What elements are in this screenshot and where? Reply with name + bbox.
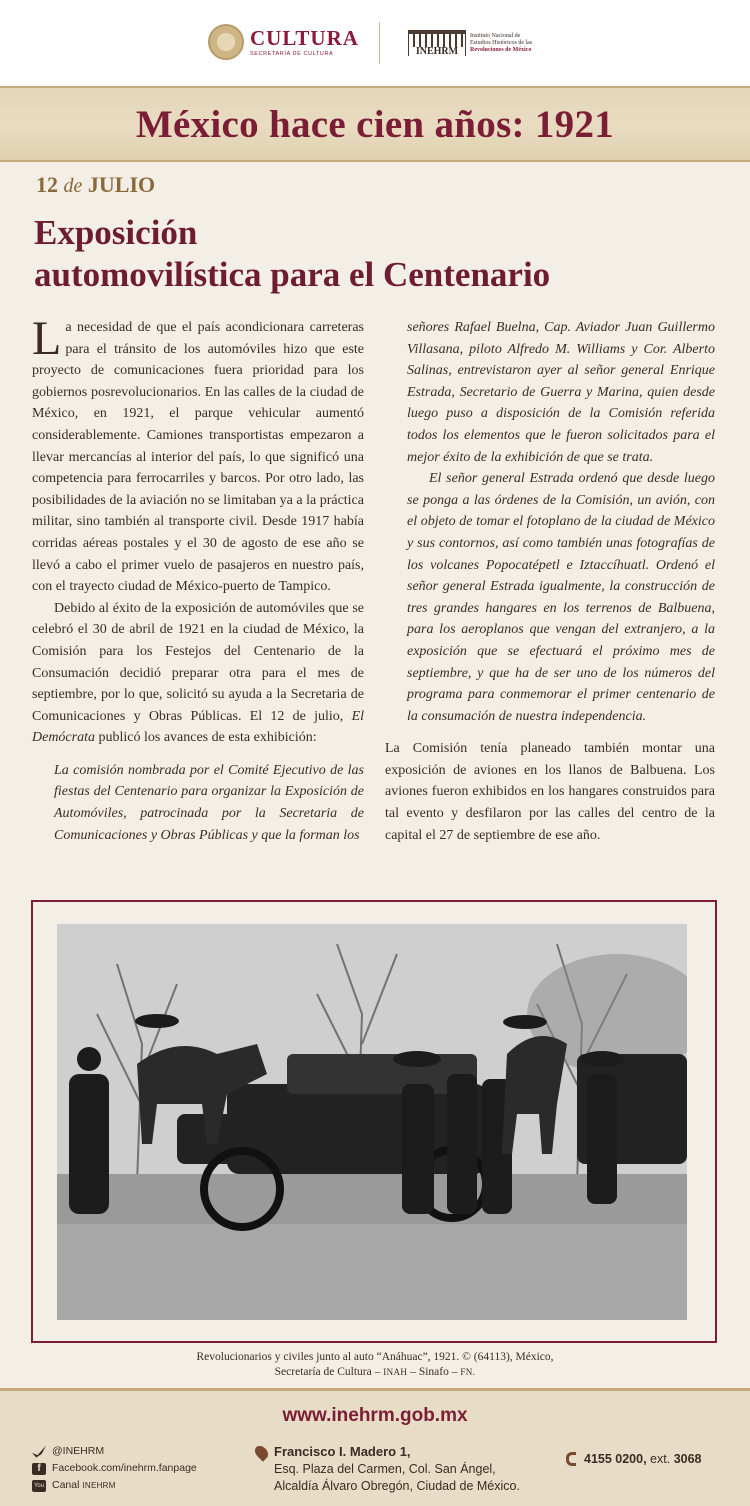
paragraph-2	[32, 598, 364, 749]
quote-paragraph-2: El señor general Estrada ordenó que desde luego se ponga a las órdenes de la Comisión, un avión, con el objeto de tomar el fotoplano de la ciudad de México y sus contornos, así como también unas fotografías de los volcanes Popocatépetl e Iztaccíhuatl. Ordenó el señor general Estrada igualmente, la construcción de tres grandes hangares en los terrenos de Balbuena, para los aeroplanos que vengan del extranjero, a la exposición que se efectuará el próximo mes de septiembre, y que ha de ser uno de los números del programa para conmemorar el primer centenario de la consumación de nuestra independencia.	[407, 471, 715, 724]
address-line1: Francisco I. Madero 1,	[274, 1444, 411, 1459]
youtube-icon: You Tube	[32, 1480, 46, 1492]
national-seal-icon	[208, 24, 244, 60]
paragraph-1-text: a necesidad de que el país acondicionara carreteras para el tránsito de los automóviles hizo que este proyecto de comunicaciones fuera prioridad para los gobiernos posrevolucionarios. En las calles de la ciudad de México, en 1921, el parque vehicular aumentó considerablemente. Camiones transportistas empezaron a llevar mercancías al interior del país, lo que significó una competencia para ferrocarriles y barcos. Por otro lado, las posibilidades de la aviación no se limitaban ya a la práctica militar, sino también al transporte civil. Desde 1917 había corridas aéreas postales y el 30 de agosto de ese año se llevó a cabo el primer vuelo de pasajeros en nuestro país, con el trayecto ciudad de México-puerto de Tampico.	[32, 320, 364, 595]
cultura-logo[interactable]	[208, 24, 359, 60]
quote-paragraph-1-continued: señores Rafael Buelna, Cap. Aviador Juan Guillermo Villasana, piloto Alfredo M. Williams y Cor. Alberto Salinas, entrevistaron ayer al señor general Enrique Estrada, Secretario de Guerra y Marina, quien desde luego puso a disposición de la Comisión referida todos los elementos que le fueron solicitados para el mejor éxito de la exhibición de que se trata.	[407, 320, 715, 465]
phone-number: 4155 0200,	[584, 1452, 647, 1466]
date-day: 12	[36, 172, 58, 197]
logo-divider	[379, 22, 380, 64]
caption-line2	[0, 1365, 750, 1380]
phone-ext: 3068	[673, 1452, 702, 1466]
facebook-icon: f	[32, 1463, 46, 1475]
inehrm-acronym: INEHRM	[409, 47, 465, 57]
social-links	[32, 1443, 197, 1501]
cultura-name: CULTURA	[250, 25, 359, 50]
article-title	[34, 212, 714, 296]
youtube-prefix: Canal	[52, 1479, 80, 1491]
caption-fn: FN.	[460, 1367, 476, 1377]
newspaper-name: El Demócrata	[32, 708, 365, 746]
phone-icon	[566, 1452, 576, 1466]
twitter-handle: @INEHRM	[52, 1445, 105, 1457]
article-column-left	[32, 312, 365, 846]
address-line2: Esq. Plaza del Carmen, Col. San Ángel,	[274, 1462, 496, 1476]
photo-illustration	[57, 924, 687, 1320]
ext-label: ext.	[650, 1452, 671, 1466]
caption-inah: INAH	[383, 1367, 408, 1377]
article-column-right	[385, 317, 715, 846]
twitter-icon	[32, 1446, 46, 1458]
building-icon	[408, 30, 466, 56]
date-month: JULIO	[87, 172, 156, 197]
twitter-link[interactable]	[32, 1443, 197, 1460]
header-logos	[0, 0, 750, 86]
photo-frame	[31, 900, 717, 1343]
youtube-channel: INEHRM	[82, 1481, 116, 1490]
phone-block[interactable]	[566, 1452, 702, 1466]
facebook-link[interactable]	[32, 1460, 197, 1477]
cultura-subtitle: SECRETARÍA DE CULTURA	[250, 50, 334, 57]
historical-photo	[57, 924, 687, 1320]
series-banner	[0, 86, 750, 162]
drop-cap: L	[32, 312, 62, 365]
inehrm-line3: Revoluciones de México	[470, 46, 532, 53]
quote-paragraph-1: La comisión nombrada por el Comité Ejecutivo de las fiestas del Centenario para organizar la Exposición de Automóviles, patrocinada por la Secretaria de Comunicaciones y Obras Públicas y que la forman los	[54, 762, 364, 843]
facebook-url: Facebook.com/inehrm.fanpage	[52, 1462, 197, 1474]
caption-line2-start: Secretaría de Cultura –	[274, 1366, 381, 1378]
article-date	[36, 172, 155, 198]
paragraph-1	[32, 312, 364, 598]
inehrm-line2: Estudios Históricos de las	[470, 39, 533, 46]
photo-caption	[0, 1350, 750, 1380]
footer	[0, 1388, 750, 1506]
youtube-link[interactable]	[32, 1477, 197, 1501]
paragraph-3: La Comisión tenía planeado también montar una exposición de aviones en los llanos de Balbuena. Los aviones fueron exhibidos en los hangares construidos para tal evento y desfilaron por las calles del centro de la capital el 27 de septiembre de ese año.	[385, 741, 715, 843]
article-title-line1: Exposición	[34, 213, 198, 252]
inehrm-line1: Instituto Nacional de	[470, 32, 521, 39]
date-connector: de	[63, 175, 83, 197]
address-line3: Alcaldía Álvaro Obregón, Ciudad de México.	[274, 1479, 520, 1493]
article-title-line2: automovilística para el Centenario	[34, 255, 551, 294]
paragraph-2-end: publicó los avances de esta exhibición:	[98, 730, 317, 746]
paragraph-2-text: Debido al éxito de la exposición de automóviles que se celebró el 30 de abril de 1921 en la ciudad de México, la Comisión para los Festejos del Centenario de la Consumación decidió preparar otra para el mes de septiembre, por lo que, solicitó su ayuda a la Secretaria de Comunicaciones y Obras Públicas. El 12 de julio,	[32, 600, 364, 724]
address-block	[256, 1443, 520, 1495]
inehrm-logo[interactable]	[408, 30, 532, 56]
caption-sep: – Sinafo –	[410, 1366, 458, 1378]
website-link[interactable]: www.inehrm.gob.mx	[282, 1405, 468, 1426]
caption-line1: Revolucionarios y civiles junto al auto “Anáhuac”, 1921. © (64113), México,	[196, 1351, 554, 1363]
series-title: México hace cien años: 1921	[135, 102, 615, 146]
